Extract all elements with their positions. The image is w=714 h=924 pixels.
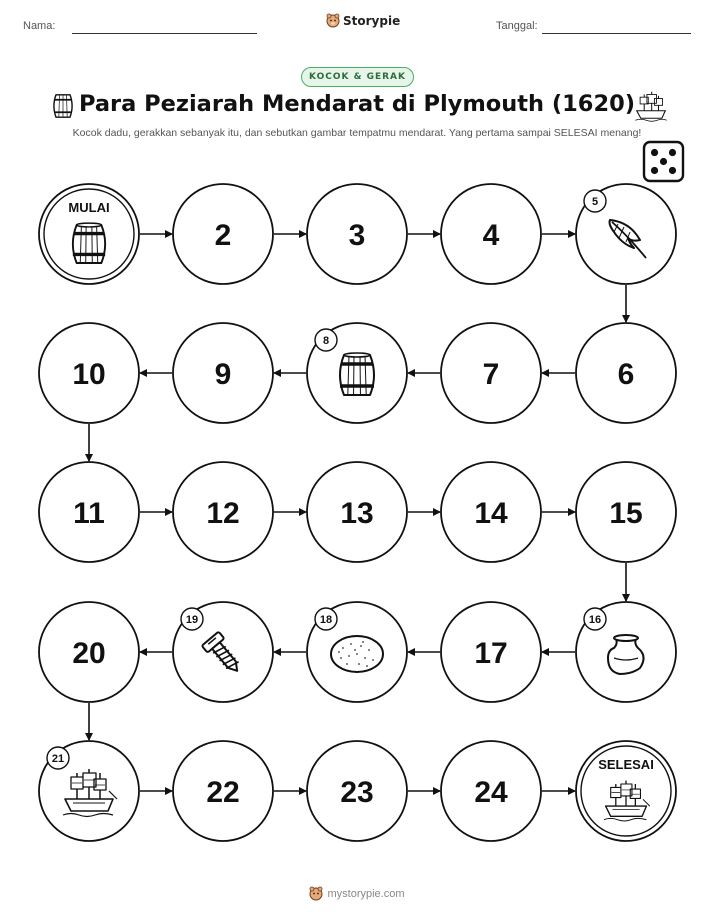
name-label: Nama: bbox=[23, 20, 56, 32]
space-number: 10 bbox=[72, 358, 106, 391]
start-label: MULAI bbox=[68, 200, 110, 215]
space-number: 14 bbox=[474, 497, 508, 530]
barrel-icon bbox=[73, 223, 105, 263]
space-number: 8 bbox=[322, 335, 330, 347]
space-number: 5 bbox=[591, 196, 599, 208]
space-number: 19 bbox=[185, 614, 199, 626]
dice-icon bbox=[644, 142, 683, 181]
space-number: 21 bbox=[51, 753, 65, 765]
board-space-18 bbox=[307, 602, 407, 702]
board-space-13 bbox=[307, 462, 407, 562]
board-space-17 bbox=[441, 602, 541, 702]
board-space-8 bbox=[307, 323, 407, 423]
dice-pip bbox=[651, 149, 658, 156]
space-number: 24 bbox=[474, 776, 508, 809]
dice-pip bbox=[651, 167, 658, 174]
space-number: 16 bbox=[588, 614, 602, 626]
brand-name: Storypie bbox=[343, 13, 401, 28]
footer-mascot-icon bbox=[309, 886, 323, 901]
board-space-6 bbox=[576, 323, 676, 423]
footer-site: mystorypie.com bbox=[327, 887, 405, 900]
space-number: 17 bbox=[474, 637, 508, 670]
page-title: Para Peziarah Mendarat di Plymouth (1620) bbox=[78, 91, 636, 117]
board-space-12 bbox=[173, 462, 273, 562]
board-space-10 bbox=[39, 323, 139, 423]
space-number: 13 bbox=[340, 497, 374, 530]
board-space-4 bbox=[441, 184, 541, 284]
space-number: 11 bbox=[73, 497, 105, 530]
footer bbox=[0, 886, 714, 901]
board-space-5 bbox=[576, 184, 676, 284]
board-space-20 bbox=[39, 602, 139, 702]
dice-pip bbox=[669, 167, 676, 174]
board-space-21 bbox=[39, 741, 139, 841]
bread-loaf-icon bbox=[331, 636, 383, 672]
space-number: 12 bbox=[206, 497, 240, 530]
board-space-2 bbox=[173, 184, 273, 284]
space-number: 9 bbox=[214, 358, 232, 391]
space-number: 4 bbox=[482, 219, 500, 252]
board-space-15 bbox=[576, 462, 676, 562]
date-label: Tanggal: bbox=[496, 20, 538, 32]
board-space-25 bbox=[576, 741, 676, 841]
space-number: 15 bbox=[609, 497, 643, 530]
board-space-19 bbox=[173, 602, 273, 702]
board-space-16 bbox=[576, 602, 676, 702]
space-number: 6 bbox=[617, 358, 635, 391]
dice-pip bbox=[669, 149, 676, 156]
barrel-icon bbox=[340, 353, 374, 395]
space-number: 7 bbox=[482, 358, 500, 391]
board-space-9 bbox=[173, 323, 273, 423]
board-space-11 bbox=[39, 462, 139, 562]
space-number: 3 bbox=[348, 219, 366, 252]
board-space-24 bbox=[441, 741, 541, 841]
space-number: 2 bbox=[214, 219, 232, 252]
board-space-3 bbox=[307, 184, 407, 284]
space-number: 22 bbox=[206, 776, 240, 809]
dice-pip bbox=[660, 158, 667, 165]
category-tag: KOCOK & GERAK bbox=[301, 67, 414, 87]
board-space-22 bbox=[173, 741, 273, 841]
space-number: 18 bbox=[319, 614, 333, 626]
board-space-1 bbox=[39, 184, 139, 284]
board-space-23 bbox=[307, 741, 407, 841]
finish-label: SELESAI bbox=[598, 757, 654, 772]
instructions: Kocok dadu, gerakkan sebanyak itu, dan sebutkan gambar tempatmu mendarat. Yang pertama sampai SELESAI menang! bbox=[72, 127, 642, 139]
space-number: 20 bbox=[72, 637, 106, 670]
board-space-7 bbox=[441, 323, 541, 423]
space-number: 23 bbox=[340, 776, 374, 809]
board-space-14 bbox=[441, 462, 541, 562]
